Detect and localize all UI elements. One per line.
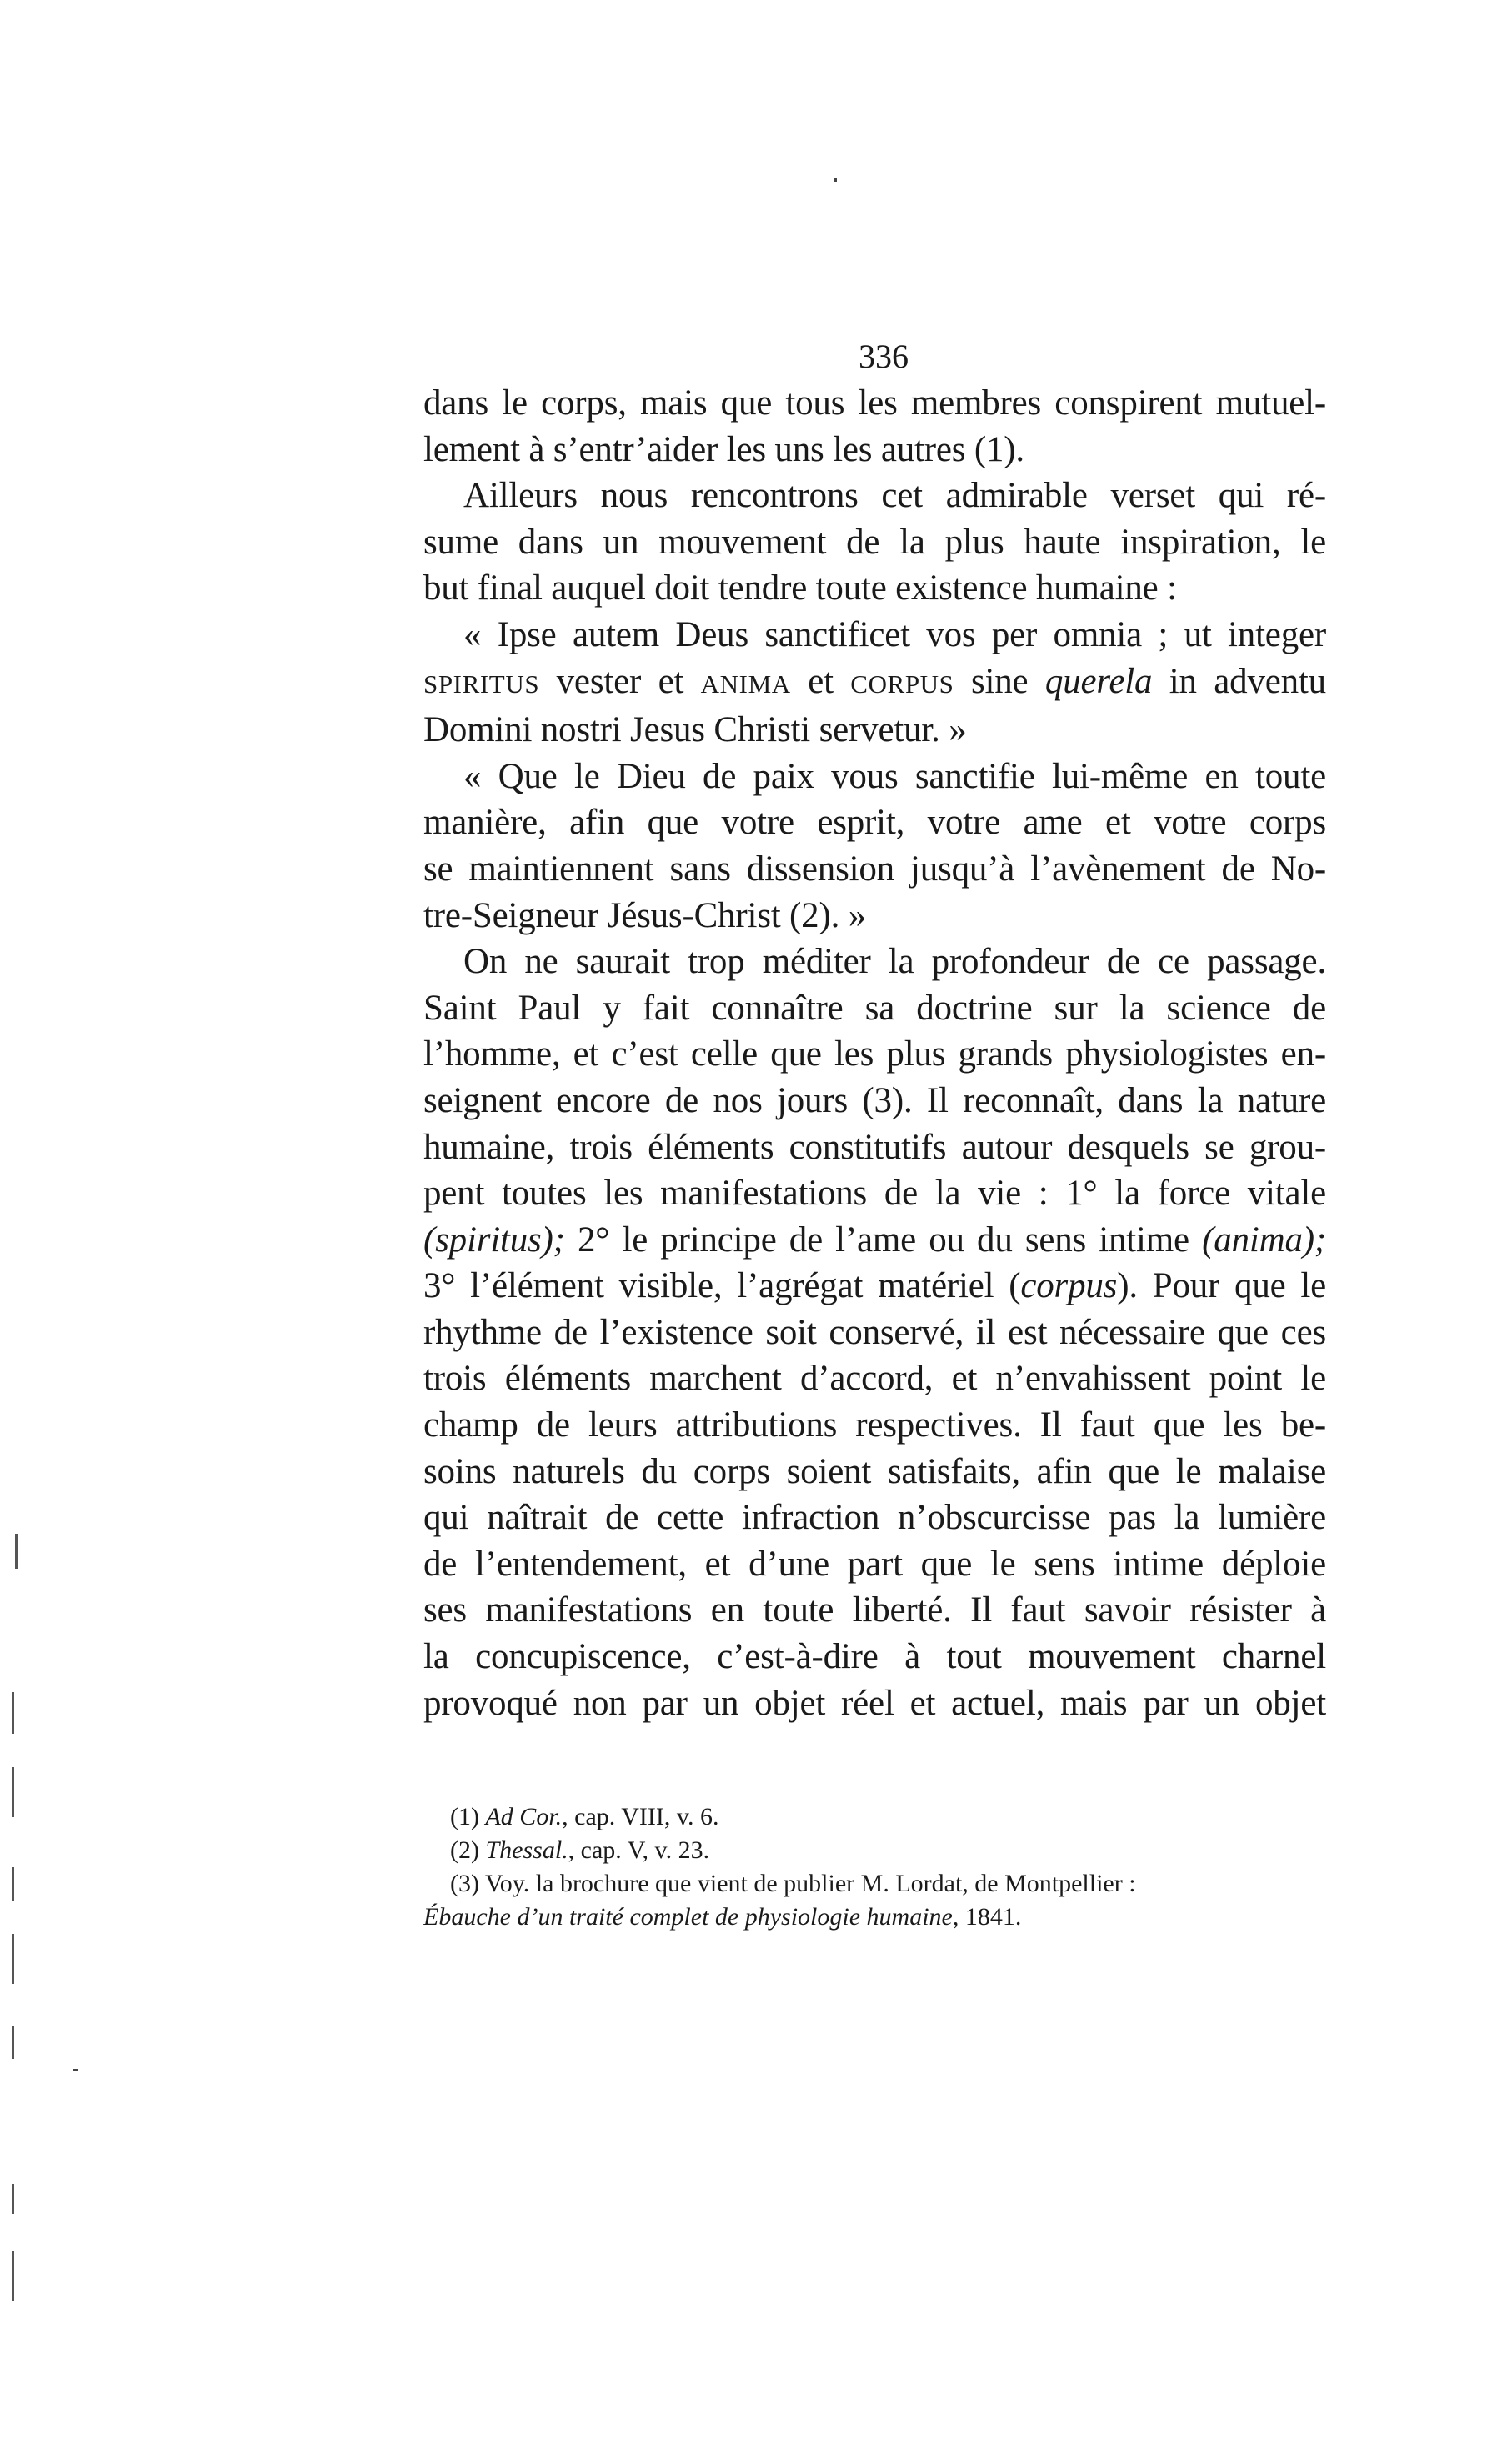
text-run: 3° l’élément visible, l’agrégat matériel (	[423, 1266, 1021, 1306]
footnote-3: (3) Voy. la brochure que vient de publier M. Lordat, de Montpellier :	[450, 1870, 1136, 1897]
footnote-2	[423, 1834, 1326, 1867]
scan-edge-mark	[12, 1934, 14, 1984]
text-line: rhythme de l’existence soit conservé, il est nécessaire que ces	[423, 1312, 1326, 1352]
page-number: 336	[859, 338, 909, 375]
text-line: dans le corps, mais que tous les membres conspirent mutuel-	[423, 383, 1326, 423]
scan-speck	[834, 178, 837, 182]
text-line: tre-Seigneur Jésus-Christ (2). »	[423, 895, 866, 935]
text-line: de l’entendement, et d’une part que le sens intime déploie	[423, 1544, 1326, 1584]
text-line	[423, 1217, 1326, 1264]
footnote-text: , 1841.	[952, 1903, 1022, 1931]
scan-edge-mark	[15, 1534, 18, 1569]
text-line: sume dans un mouvement de la plus haute inspiration, le	[423, 522, 1326, 562]
text-run: vester et	[539, 661, 701, 701]
footnote-number: (1)	[450, 1803, 486, 1830]
footnote-1	[423, 1800, 1326, 1834]
text-line: provoqué non par un objet réel et actuel, mais par un objet	[423, 1683, 1326, 1723]
text-line: champ de leurs attributions respectives. Il faut que les be-	[423, 1405, 1326, 1445]
text-line: l’homme, et c’est celle que les plus grands physiologistes en-	[423, 1034, 1326, 1074]
text-line: but final auquel doit tendre toute existence humaine :	[423, 568, 1177, 608]
footnote-number: (2)	[450, 1836, 486, 1864]
scan-edge-mark	[12, 2026, 14, 2059]
scan-edge-mark	[12, 1867, 14, 1901]
scan-edge-mark	[12, 1767, 14, 1817]
text-line: « Que le Dieu de paix vous sanctifie lui-même en toute	[463, 756, 1326, 796]
text-line: se maintiennent sans dissension jusqu’à l’avènement de No-	[423, 849, 1326, 889]
text-run: sine	[954, 661, 1045, 701]
text-line: qui naîtrait de cette infraction n’obscurcisse pas la lumière	[423, 1498, 1326, 1538]
text-line: trois éléments marchent d’accord, et n’envahissent point le	[423, 1359, 1326, 1399]
scan-edge-mark	[12, 2184, 14, 2214]
footnote-title: Ébauche d’un traité complet de physiologie humaine	[423, 1903, 953, 1931]
text-run: 2° le principe de l’ame ou du sens intime	[564, 1219, 1203, 1260]
text-line: On ne saurait trop méditer la profondeur de ce passage.	[463, 942, 1326, 982]
text-line: humaine, trois éléments constitutifs autour desquels se grou-	[423, 1127, 1326, 1167]
text-line	[423, 1263, 1326, 1310]
footnote-reference: Ad Cor.	[485, 1803, 563, 1830]
italic-anima: (anima);	[1202, 1219, 1326, 1260]
text-line: Domini nostri Jesus Christi servetur. »	[423, 710, 967, 750]
text-line: soins naturels du corps soient satisfaits, afin que le malaise	[423, 1451, 1326, 1491]
scan-edge-mark	[12, 2251, 14, 2301]
text-line	[423, 659, 1326, 708]
footnotes	[423, 1800, 1326, 1934]
footnote-text: , cap. VIII, v. 6.	[562, 1803, 719, 1830]
text-line: seignent encore de nos jours (3). Il reconnaît, dans la nature	[423, 1080, 1326, 1120]
text-line: lement à s’entr’aider les uns les autres (1).	[423, 429, 1024, 469]
footnote-reference: Thessal.	[485, 1836, 568, 1864]
text-line: la concupiscence, c’est-à-dire à tout mouvement charnel	[423, 1637, 1326, 1677]
footnote-text: , cap. V, v. 23.	[568, 1836, 710, 1864]
text-line: pent toutes les manifestations de la vie : 1° la force vitale	[423, 1174, 1326, 1214]
text-run: ). Pour que le	[1117, 1266, 1326, 1306]
body-text	[423, 380, 1326, 1726]
footnote-3-continuation	[423, 1901, 1326, 1934]
italic-corpus: corpus	[1020, 1266, 1118, 1306]
scan-edge-mark	[12, 1692, 14, 1734]
italic-querela: querela	[1044, 661, 1153, 701]
text-line: Ailleurs nous rencontrons cet admirable verset qui ré-	[463, 476, 1326, 516]
small-caps-corpus: CORPUS	[850, 669, 954, 699]
text-run: et	[790, 661, 851, 701]
scan-speck	[73, 2069, 78, 2071]
small-caps-spiritus: SPIRITUS	[423, 669, 540, 699]
italic-spiritus: (spiritus);	[423, 1219, 565, 1260]
small-caps-anima: ANIMA	[700, 669, 791, 699]
text-line: manière, afin que votre esprit, votre ame et votre corps	[423, 803, 1326, 843]
text-run: in adventu	[1152, 661, 1326, 701]
text-line: « Ipse autem Deus sanctificet vos per omnia ; ut integer	[463, 614, 1326, 654]
text-line: ses manifestations en toute liberté. Il faut savoir résister à	[423, 1590, 1326, 1630]
text-line: Saint Paul y fait connaître sa doctrine sur la science de	[423, 988, 1326, 1028]
